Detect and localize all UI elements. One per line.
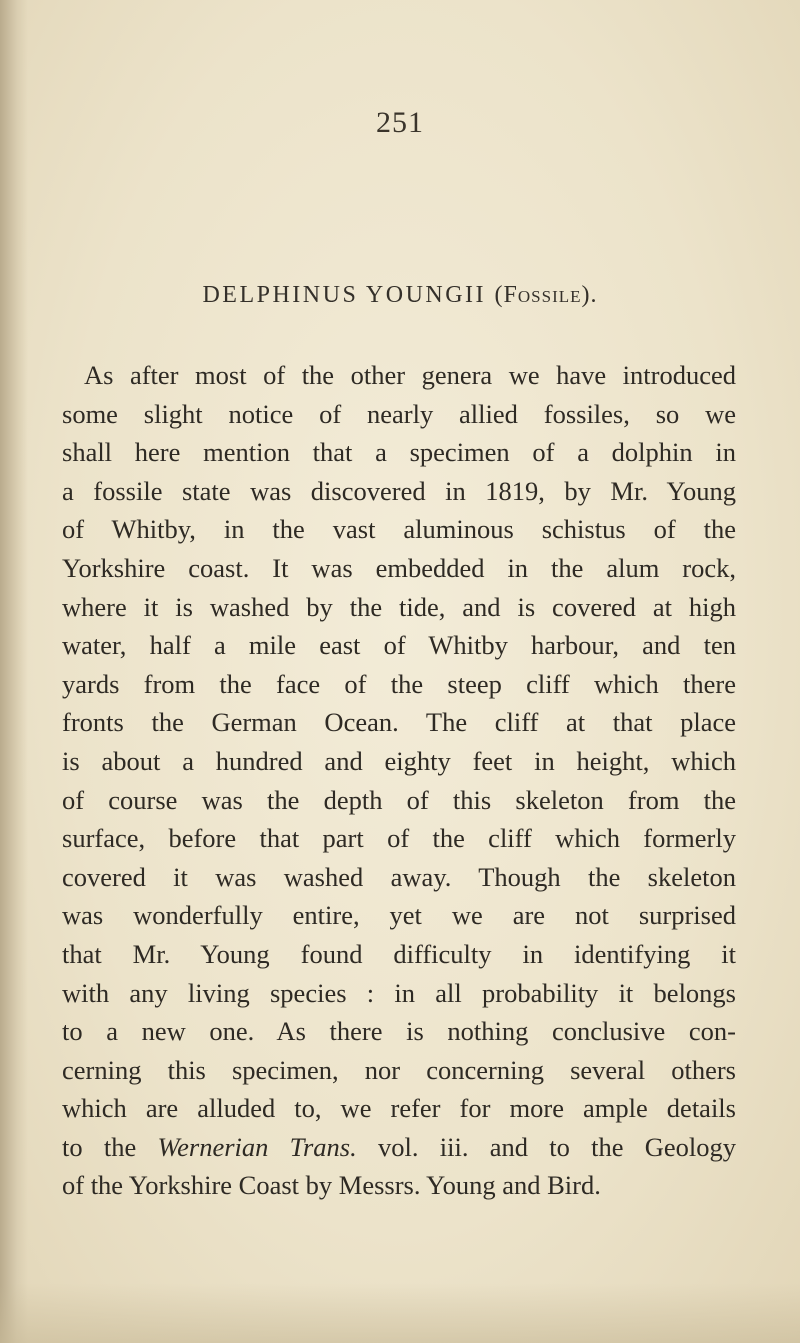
- scan-gutter-shadow: [0, 0, 28, 1343]
- scan-bottom-shadow: [0, 1283, 800, 1343]
- text-line: As after most of the other genera we have introduced: [84, 360, 736, 390]
- body-paragraph: [62, 356, 736, 1205]
- text-line: of the Yorkshire Coast by Messrs. Young and Bird.: [62, 1170, 601, 1201]
- text-line: some slight notice of nearly allied fossiles, so we: [62, 398, 736, 429]
- text-line: with any living species : in all probability it belongs: [62, 977, 736, 1008]
- section-title: [0, 282, 800, 309]
- text-line: cerning this specimen, nor concerning several others: [62, 1054, 736, 1085]
- title-main: DELPHINUS YOUNGII: [202, 282, 487, 308]
- text-line: a fossile state was discovered in 1819, by Mr. Young: [62, 475, 736, 506]
- text-line: which are alluded to, we refer for more ample details: [62, 1093, 736, 1124]
- title-subtitle: (FOSSILE).: [494, 282, 598, 308]
- text-line: covered it was washed away. Though the skeleton: [62, 861, 736, 892]
- text-line: fronts the German Ocean. The cliff at that place: [62, 707, 736, 738]
- text-line: yards from the face of the steep cliff which there: [62, 668, 736, 699]
- journal-title: Wernerian Trans.: [157, 1131, 357, 1162]
- text-line: where it is washed by the tide, and is covered at high: [62, 591, 736, 622]
- text-line: water, half a mile east of Whitby harbour, and ten: [62, 630, 736, 661]
- text-line: Yorkshire coast. It was embedded in the alum rock,: [62, 552, 736, 583]
- text-line-citation: to the Wernerian Trans. vol. iii. and to the Geology: [62, 1131, 736, 1162]
- text-line: that Mr. Young found difficulty in identifying it: [62, 938, 736, 969]
- text-line: surface, before that part of the cliff which formerly: [62, 823, 736, 854]
- text-line: was wonderfully entire, yet we are not surprised: [62, 900, 736, 931]
- text-line: of Whitby, in the vast aluminous schistus of the: [62, 514, 736, 545]
- text-line: shall here mention that a specimen of a dolphin in: [62, 437, 736, 468]
- page-number: 251: [376, 106, 424, 139]
- text-line: is about a hundred and eighty feet in height, which: [62, 745, 736, 776]
- text-line: of course was the depth of this skeleton from the: [62, 784, 736, 815]
- text-line: to a new one. As there is nothing conclusive con-: [62, 1016, 736, 1047]
